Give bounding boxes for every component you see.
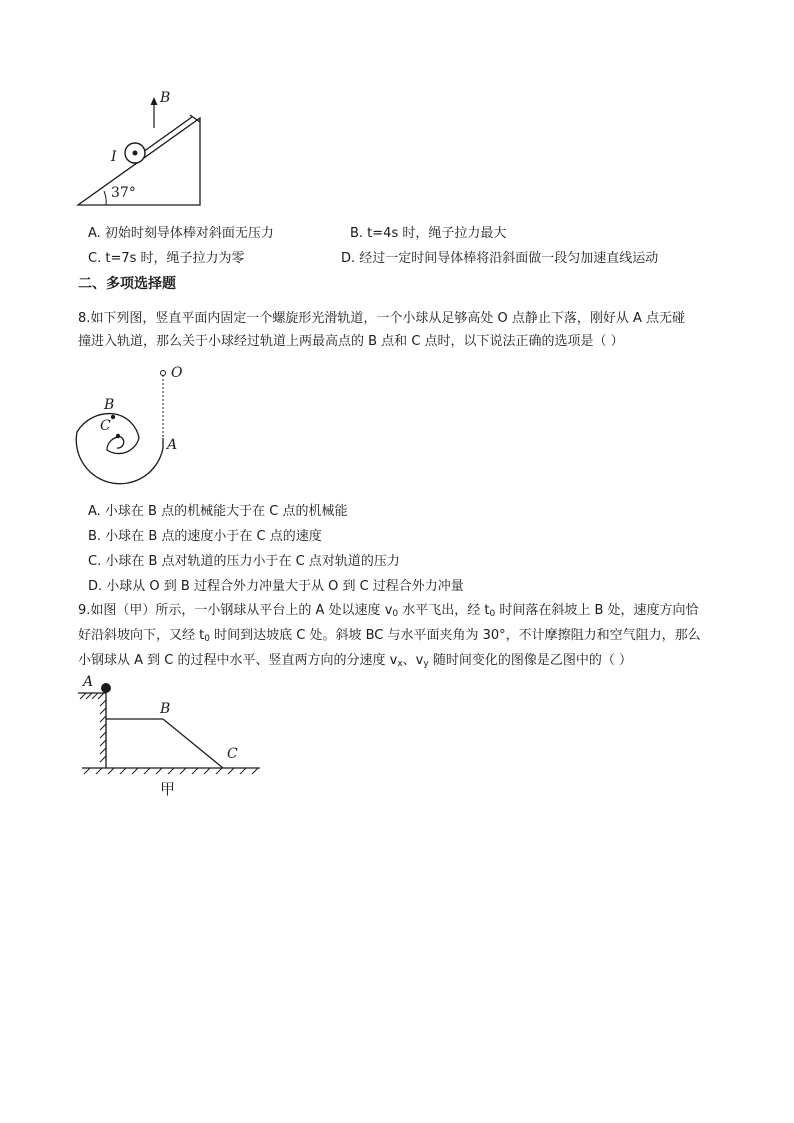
q9-l2-a: 好沿斜坡向下，又经 t <box>78 628 205 643</box>
q9-l1-sub2: 0 <box>489 609 496 619</box>
fig3-label-C: C <box>227 746 238 762</box>
q9-l3-a: 小钢球从 A 到 C 的过程中水平、竖直两方向的分速度 v <box>78 653 398 668</box>
platform-slope-figure <box>70 676 270 778</box>
q9-l2-b: 时间到达坡底 C 处。斜坡 BC 与水平面夹角为 30°，不计摩擦阻力和空气阻力，那么 <box>209 628 701 643</box>
q8-stem-line2: 撞进入轨道，那么关于小球经过轨道上两最高点的 B 点和 C 点时，以下说法正确的选项是（ ） <box>78 334 624 349</box>
q9-stem-line3 <box>78 652 632 673</box>
q8-option-b[interactable]: B. 小球在 B 点的速度小于在 C 点的速度 <box>88 529 322 544</box>
q9-l1-c: 时间落在斜坡上 B 处，速度方向恰 <box>495 603 699 618</box>
q9-l3-sub2: y <box>423 659 429 669</box>
wall-hatching <box>100 700 106 762</box>
q9-l3-c: 随时间变化的图像是乙图中的（ ） <box>428 653 632 668</box>
fig1-angle: 37° <box>111 185 136 201</box>
q9-l3-b: 、v <box>402 653 424 668</box>
q8-option-d[interactable]: D. 小球从 O 到 B 过程合外力冲量大于从 O 到 C 过程合外力冲量 <box>88 579 464 594</box>
q9-l2-sub: 0 <box>204 634 210 644</box>
q9-l1-sub1: 0 <box>392 609 399 619</box>
fig1-label-B: B <box>160 90 171 106</box>
q7-option-c[interactable]: C. t=7s 时，绳子拉力为零 <box>88 251 245 266</box>
fig1-label-I: I <box>111 149 117 165</box>
ground-hatching <box>84 768 258 774</box>
fig2-label-B: B <box>104 397 115 413</box>
slope-profile <box>106 719 223 768</box>
q7-option-a[interactable]: A. 初始时刻导体棒对斜面无压力 <box>88 226 274 241</box>
incline-figure <box>70 85 220 210</box>
point-C <box>116 434 120 438</box>
fig2-label-O: O <box>171 365 183 381</box>
fig2-label-A: A <box>167 437 178 453</box>
q9-l1-b: 水平飞出，经 t <box>398 603 490 618</box>
q7-option-b[interactable]: B. t=4s 时，绳子拉力最大 <box>350 226 507 241</box>
fig3-label-A: A <box>83 674 94 690</box>
point-B <box>111 415 115 419</box>
q8-option-a[interactable]: A. 小球在 B 点的机械能大于在 C 点的机械能 <box>88 504 348 519</box>
point-O <box>161 371 166 376</box>
fig2-label-C: C <box>100 418 111 434</box>
q9-l3-sub1: x <box>397 659 403 669</box>
q9-stem-line2 <box>78 627 701 648</box>
q9-l1-a: 9.如图（甲）所示，一小钢球从平台上的 A 处以速度 v <box>78 603 393 618</box>
spiral-track-figure <box>70 362 200 492</box>
fig3-label-B: B <box>160 701 171 717</box>
current-out-dot <box>133 151 138 156</box>
spiral-track <box>76 414 163 484</box>
q8-option-c[interactable]: C. 小球在 B 点对轨道的压力小于在 C 点对轨道的压力 <box>88 554 400 569</box>
section-title: 二、多项选择题 <box>78 276 176 292</box>
steel-ball <box>101 683 111 693</box>
angle-arc <box>104 191 106 205</box>
q7-option-d[interactable]: D. 经过一定时间导体棒将沿斜面做一段匀加速直线运动 <box>341 251 659 266</box>
platform-hatching <box>80 693 104 699</box>
fig3-caption: 甲 <box>160 780 176 798</box>
q8-stem-line1: 8.如下列图，竖直平面内固定一个螺旋形光滑轨道，一个小球从足够高处 O 点静止下落，刚好从 A 点无碰 <box>78 311 686 326</box>
q9-stem-line1 <box>78 602 699 623</box>
